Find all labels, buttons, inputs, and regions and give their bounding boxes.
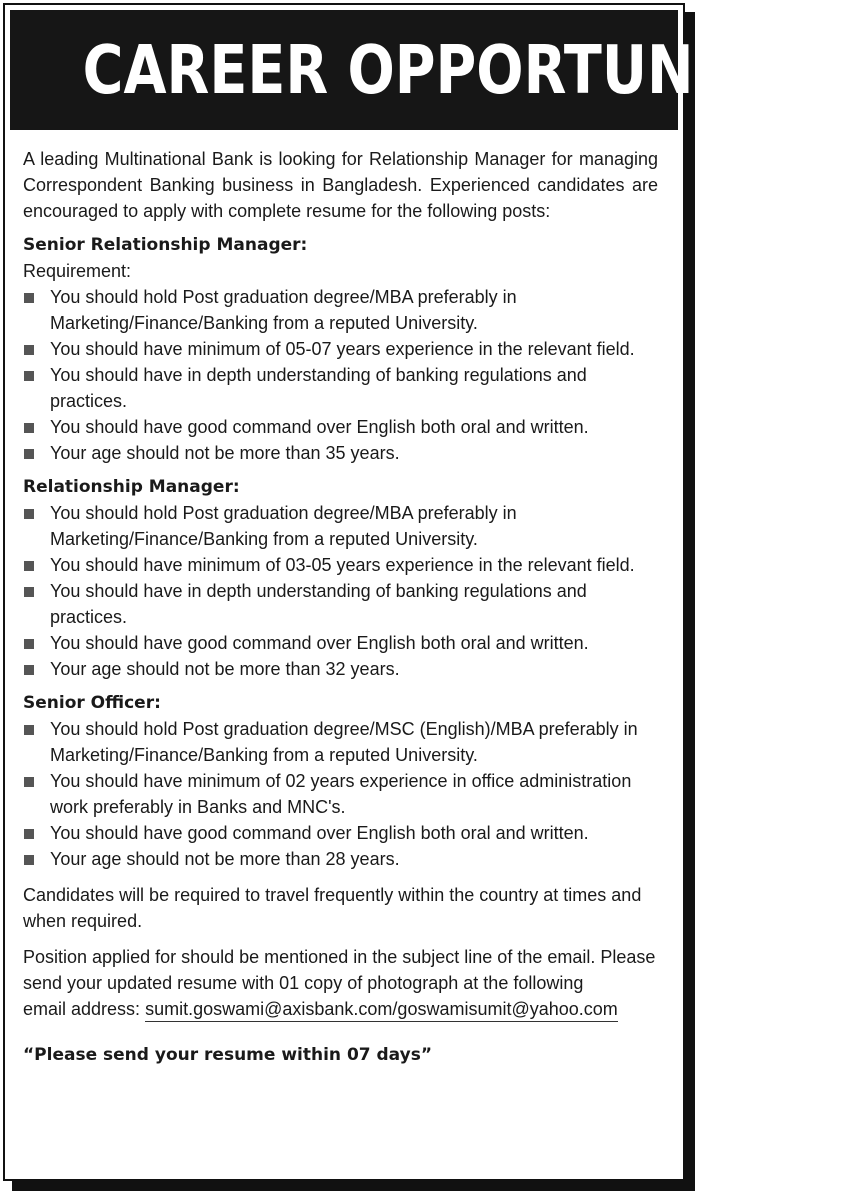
closing-note: “Please send your resume within 07 days”: [23, 1045, 433, 1065]
square-bullet-icon: [24, 561, 34, 571]
list-item: You should have good command over English both oral and written.: [23, 630, 658, 656]
list-item: Your age should not be more than 32 years.: [23, 656, 658, 682]
list-item: You should have minimum of 03-05 years experience in the relevant field.: [23, 552, 658, 578]
requirement-list-relationship-manager: [23, 500, 658, 682]
square-bullet-icon: [24, 777, 34, 787]
list-item: You should hold Post graduation degree/MBA preferably in Marketing/Finance/Banking from a reputed University.: [23, 500, 658, 552]
travel-paragraph: Candidates will be required to travel frequently within the country at times and when required.: [23, 885, 642, 931]
square-bullet-icon: [24, 725, 34, 735]
requirement-list-senior-officer: [23, 716, 658, 872]
square-bullet-icon: [24, 587, 34, 597]
position-title-relationship-manager: Relationship Manager:: [23, 477, 240, 497]
square-bullet-icon: [24, 449, 34, 459]
requirement-list-senior-relationship-manager: [23, 284, 658, 466]
square-bullet-icon: [24, 665, 34, 675]
title-banner: [10, 10, 793, 130]
square-bullet-icon: [24, 829, 34, 839]
list-item: You should hold Post graduation degree/MSC (English)/MBA preferably in Marketing/Finance/Banking from a reputed University.: [23, 716, 658, 768]
square-bullet-icon: [24, 371, 34, 381]
list-item: You should have good command over English both oral and written.: [23, 414, 658, 440]
square-bullet-icon: [24, 509, 34, 519]
requirement-label: Requirement:: [23, 261, 132, 281]
list-item: You should have good command over English both oral and written.: [23, 820, 658, 846]
email-label: email address:: [23, 999, 141, 1019]
list-item: You should have in depth understanding of banking regulations and practices.: [23, 362, 658, 414]
email-address-link[interactable]: sumit.goswami@axisbank.com/goswamisumit@yahoo.com: [145, 999, 618, 1022]
ad-body: [23, 146, 658, 1068]
square-bullet-icon: [24, 423, 34, 433]
apply-paragraph: Position applied for should be mentioned in the subject line of the email. Please send your updated resume with 01 copy of photograph at the following: [23, 947, 656, 993]
square-bullet-icon: [24, 639, 34, 649]
list-item: You should have in depth understanding of banking regulations and practices.: [23, 578, 658, 630]
square-bullet-icon: [24, 293, 34, 303]
list-item: You should have minimum of 05-07 years experience in the relevant field.: [23, 336, 658, 362]
intro-paragraph: A leading Multinational Bank is looking for Relationship Manager for managing Correspondent Banking business in Bangladesh. Experienced candidates are encouraged to apply with complete resume for the following posts:: [23, 149, 658, 221]
frame-shadow-right: [685, 12, 695, 1190]
list-item: You should have minimum of 02 years experience in office administration work preferably in Banks and MNC's.: [23, 768, 658, 820]
square-bullet-icon: [24, 855, 34, 865]
position-title-senior-officer: Senior Officer:: [23, 693, 161, 713]
position-title-senior-relationship-manager: Senior Relationship Manager:: [23, 235, 308, 255]
list-item: You should hold Post graduation degree/MBA preferably in Marketing/Finance/Banking from a reputed University.: [23, 284, 658, 336]
list-item: Your age should not be more than 35 years.: [23, 440, 658, 466]
page-title: CAREER OPPORTUNITY: [82, 31, 793, 109]
square-bullet-icon: [24, 345, 34, 355]
list-item: Your age should not be more than 28 years.: [23, 846, 658, 872]
email-line: [23, 996, 658, 1022]
frame-shadow-bottom: [12, 1181, 695, 1191]
